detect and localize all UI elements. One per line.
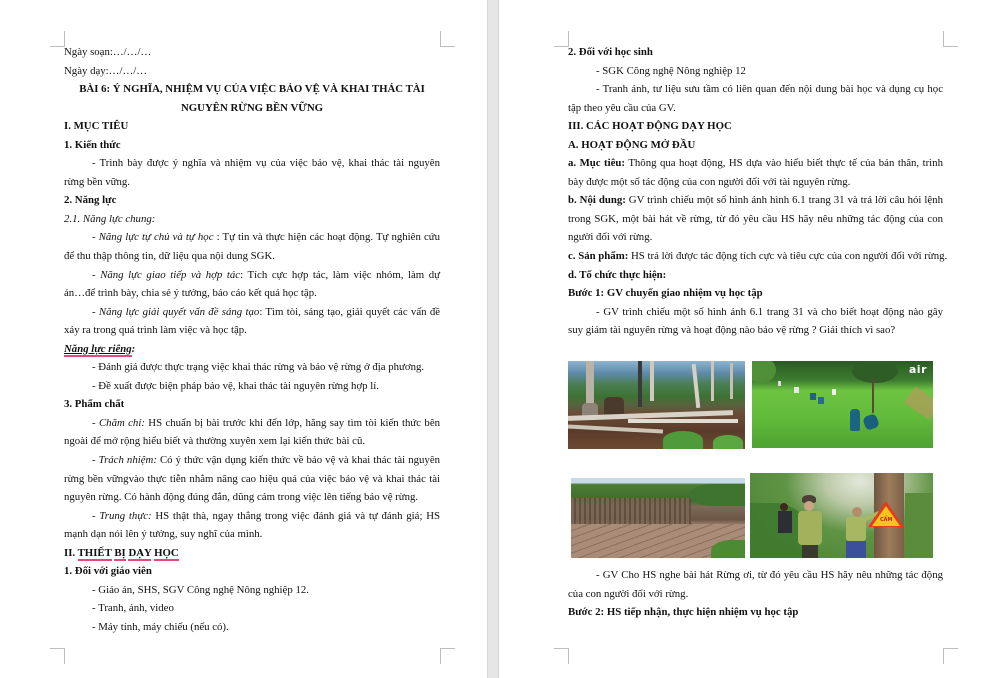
paragraph-line[interactable]: mạnh dạn nói lên ý tưởng, suy nghĩ của mình. <box>64 528 263 541</box>
warning-sign-fill <box>872 506 900 526</box>
spellcheck-flagged-word[interactable]: DẠY <box>128 546 152 559</box>
fern-plants <box>663 431 703 449</box>
competence-label: Năng lực giải quyết vấn đề sáng tạo <box>98 305 260 318</box>
paragraph-line[interactable] <box>64 266 440 285</box>
worker-figure <box>832 389 836 395</box>
paragraph-line[interactable]: xảy ra trong quá trình làm việc và học tập. <box>64 324 247 337</box>
fern-plants <box>713 435 743 449</box>
corner-mark-top-left <box>554 31 569 47</box>
paragraph-line[interactable]: án…để trình bày, chia sẻ ý tưởng, báo cáo kết quả học tập. <box>64 287 317 300</box>
corner-mark-bottom-right <box>440 648 455 664</box>
quality-label: Trách nhiệm: <box>98 454 157 467</box>
bullet-dash: - <box>92 509 100 522</box>
worker-figure <box>818 397 824 404</box>
list-item[interactable]: - Tranh, ảnh, video <box>92 602 174 615</box>
paragraph-line[interactable]: bày được một số tác động của con người đối với tài nguyên rừng. <box>568 175 851 188</box>
left-page-body[interactable] <box>64 43 440 637</box>
content-label: b. Nội dung: <box>568 194 626 207</box>
subheading-specific-competence[interactable] <box>64 340 440 359</box>
deforested-land-photo[interactable] <box>568 361 745 449</box>
product-label: c. Sản phẩm: <box>568 250 629 263</box>
quality-label: Trung thực: <box>99 509 152 522</box>
competence-text: : Tích cực hợp tác, làm việc nhóm, làm dự <box>240 268 441 281</box>
list-item[interactable]: - Máy tính, máy chiếu (nếu có). <box>92 620 229 633</box>
heading-qualities[interactable]: 3. Phẩm chất <box>64 398 125 411</box>
foliage <box>905 493 933 558</box>
heading-objectives[interactable]: I. MỤC TIÊU <box>64 120 129 133</box>
worker-figure <box>778 381 781 386</box>
date-taught[interactable]: Ngày dạy:…/…/… <box>64 64 148 77</box>
felled-log <box>568 425 663 434</box>
forest-rangers-sign-photo[interactable] <box>750 473 933 558</box>
heading-teaching-activities[interactable]: III. CÁC HOẠT ĐỘNG DẠY HỌC <box>568 120 732 133</box>
paragraph-line[interactable] <box>64 228 440 247</box>
heading-step-2[interactable]: Bước 2: HS tiếp nhận, thực hiện nhiệm vụ học tập <box>568 606 799 619</box>
worker-figure <box>850 409 860 431</box>
paragraph-line[interactable] <box>64 507 440 526</box>
paragraph-line[interactable] <box>568 247 948 266</box>
paragraph-line[interactable]: rừng bền vững. <box>64 175 130 188</box>
dead-tree-stand <box>571 498 691 524</box>
warning-sign-text: CẤM <box>880 517 893 523</box>
heading-step-1[interactable]: Bước 1: GV chuyển giao nhiệm vụ học tập <box>568 287 763 300</box>
lesson-title[interactable]: BÀI 6: Ý NGHĨA, NHIỆM VỤ CỦA VIỆC BẢO VỆ VÀ KHAI THÁC TÀI <box>79 83 425 96</box>
tree-planting-hillside-photo[interactable] <box>752 361 933 448</box>
paragraph-line[interactable]: tập theo yêu cầu của GV. <box>568 101 676 114</box>
dead-tree-trunk <box>692 364 701 408</box>
list-item[interactable]: - SGK Công nghệ Nông nghiệp 12 <box>596 64 746 77</box>
paragraph-line[interactable]: trong SGK, một bài hát về rừng, từ đó yêu cầu HS hãy nêu những tác động của con <box>568 212 943 225</box>
competence-text: : Tìm tòi, sáng tạo, giải quyết các vấn đề <box>259 305 441 318</box>
paragraph-line[interactable]: - Đề xuất được biện pháp bảo vệ, khai thác tài nguyên rừng hợp lí. <box>92 379 379 392</box>
bullet-dash: - <box>92 268 101 281</box>
corner-mark-bottom-left <box>554 648 569 664</box>
heading-for-students[interactable]: 2. Đối với học sinh <box>568 46 653 58</box>
paragraph-line[interactable]: - GV trình chiếu một số hình ảnh 6.1 trang 31 và cho biết hoạt động nào gây <box>596 305 943 318</box>
quality-text: Có ý thức vận dụng kiến thức về bảo vệ và khai thác tài nguyên <box>156 454 441 467</box>
person-head <box>804 501 814 511</box>
spellcheck-flagged-text[interactable]: Năng lực riêng <box>64 342 132 355</box>
person-body <box>778 511 792 533</box>
spellcheck-flagged-word[interactable]: HỌC <box>154 546 179 559</box>
objective-text: Thông qua hoạt động, HS dựa vào hiểu biết thực tế của bản thân, trình <box>625 157 943 170</box>
spellcheck-flagged-word[interactable]: BỊ <box>114 546 126 559</box>
bullet-dash: - <box>92 416 99 429</box>
heading-number: II. <box>64 546 78 559</box>
corner-mark-top-right <box>943 31 958 47</box>
right-page-body-continued[interactable] <box>568 566 943 622</box>
paragraph-line[interactable]: ngoài để mở rộng hiểu biết và thường xuyên xem lại kiến thức bài cũ. <box>64 435 366 448</box>
paragraph-line[interactable] <box>568 154 943 173</box>
ranger-uniform <box>798 511 822 545</box>
heading-teaching-equipment[interactable] <box>64 544 440 563</box>
paragraph-line[interactable]: suy giảm tài nguyên rừng và hoạt động nào bảo vệ rừng ? Giải thích vì sao? <box>568 324 896 337</box>
paragraph-line[interactable]: nguyên rừng. Có hành động đúng đắn, dũng cảm trong việc lên tiếng bảo vệ rừng. <box>64 491 419 504</box>
quality-text: HS thật thà, ngay thẳng trong việc đánh giá và tự đánh giá; HS <box>151 509 441 522</box>
heading-knowledge[interactable]: 1. Kiến thức <box>64 138 121 151</box>
quality-label: Chăm chỉ: <box>98 416 145 429</box>
list-item[interactable]: - Giáo án, SHS, SGV Công nghệ Nông nghiệp 12. <box>92 583 309 596</box>
product-text: HS trả lời được tác động tích cực và tiêu cực của con người đối với rừng. <box>628 250 948 263</box>
objective-label: a. Mục tiêu: <box>568 157 626 170</box>
page-separator <box>487 0 499 678</box>
paragraph-line[interactable]: - Trình bày được ý nghĩa và nhiệm vụ của việc bảo vệ, khai thác tài nguyên <box>92 157 440 170</box>
tree-canopy <box>752 361 776 383</box>
tree-trunk <box>872 379 874 413</box>
dead-tree-trunk <box>711 361 714 401</box>
corner-mark-top-right <box>440 31 455 47</box>
tree-canopy <box>852 361 898 383</box>
content-text: GV trình chiếu một số hình ảnh hình 6.1 trang 31 và trả lời câu hỏi lệnh <box>625 194 943 207</box>
cleared-hillside-photo[interactable] <box>571 478 745 558</box>
bullet-dash: - <box>92 305 99 318</box>
dirt-path <box>904 386 933 420</box>
quality-text: HS chuẩn bị bài trước khi đến lớp, hăng say tìm tòi kiến thức bên <box>144 416 441 429</box>
paragraph-line[interactable]: - Tranh ảnh, tư liệu sưu tầm có liên quan đến nội dung bài học và dụng cụ học <box>596 83 943 96</box>
paragraph-line[interactable] <box>64 414 440 433</box>
paragraph-line[interactable]: của con người đối với rừng. <box>568 587 689 600</box>
person-head <box>780 503 788 511</box>
subheading-general-competence[interactable]: 2.1. Năng lực chung: <box>64 212 156 225</box>
date-prepared[interactable]: Ngày soạn:…/…/… <box>64 46 152 58</box>
right-page-body[interactable] <box>568 43 948 340</box>
competence-text: : Tự tin và thực hiện các hoạt động. Tự nghiên cứu <box>213 231 441 244</box>
ranger-trousers <box>802 545 818 558</box>
competence-label: Năng lực tự chủ và tự học <box>98 231 214 244</box>
worker-figure <box>810 393 816 400</box>
watermark-logo: air <box>908 363 927 376</box>
paragraph-line[interactable] <box>568 191 943 210</box>
corner-mark-bottom-left <box>50 648 65 664</box>
heading-for-teacher[interactable]: 1. Đối với giáo viên <box>64 565 152 578</box>
paragraph-line[interactable]: rừng bền vữngvào thực tiễn nhằm nâng cao hiệu quả của việc bảo vệ và khai thác tài <box>64 472 440 485</box>
forest-edge <box>691 484 745 506</box>
heading-organization[interactable]: d. Tổ chức thực hiện: <box>568 268 667 281</box>
dead-tree-trunk <box>638 361 642 407</box>
corner-mark-top-left <box>50 31 65 47</box>
spellcheck-flagged-word[interactable]: THIẾT <box>77 546 112 559</box>
worker-figure <box>794 387 799 393</box>
dead-tree-trunk <box>650 361 654 401</box>
competence-label: Năng lực giao tiếp và hợp tác <box>100 268 241 281</box>
person-head <box>852 507 862 517</box>
dead-tree-trunk <box>730 363 733 399</box>
worker-figure <box>862 413 880 431</box>
paragraph-line[interactable]: - Đánh giá được thực trạng việc khai thác rừng và bảo vệ rừng ở địa phương. <box>92 361 425 374</box>
felled-log <box>628 419 738 423</box>
paragraph-line[interactable]: để thu thập thông tin, dữ liệu qua nội dung SGK. <box>64 250 275 263</box>
jeans <box>846 541 866 558</box>
paragraph-line[interactable]: người đối với rừng. <box>568 231 653 244</box>
paragraph-line[interactable] <box>64 451 440 470</box>
colon: : <box>131 342 136 355</box>
bullet-dash: - <box>92 454 99 467</box>
corner-mark-bottom-right <box>943 648 958 664</box>
lesson-title-cont[interactable]: NGUYÊN RỪNG BỀN VỮNG <box>180 101 324 114</box>
paragraph-line[interactable]: - GV Cho HS nghe bài hát Rừng ơi, từ đó yêu cầu HS hãy nêu những tác động <box>596 569 943 581</box>
bullet-dash: - <box>92 231 99 244</box>
paragraph-line[interactable] <box>64 303 440 322</box>
green-shrub <box>711 540 745 558</box>
heading-opening-activity[interactable]: A. HOẠT ĐỘNG MỞ ĐẦU <box>568 138 696 151</box>
heading-competence[interactable]: 2. Năng lực <box>64 194 117 207</box>
